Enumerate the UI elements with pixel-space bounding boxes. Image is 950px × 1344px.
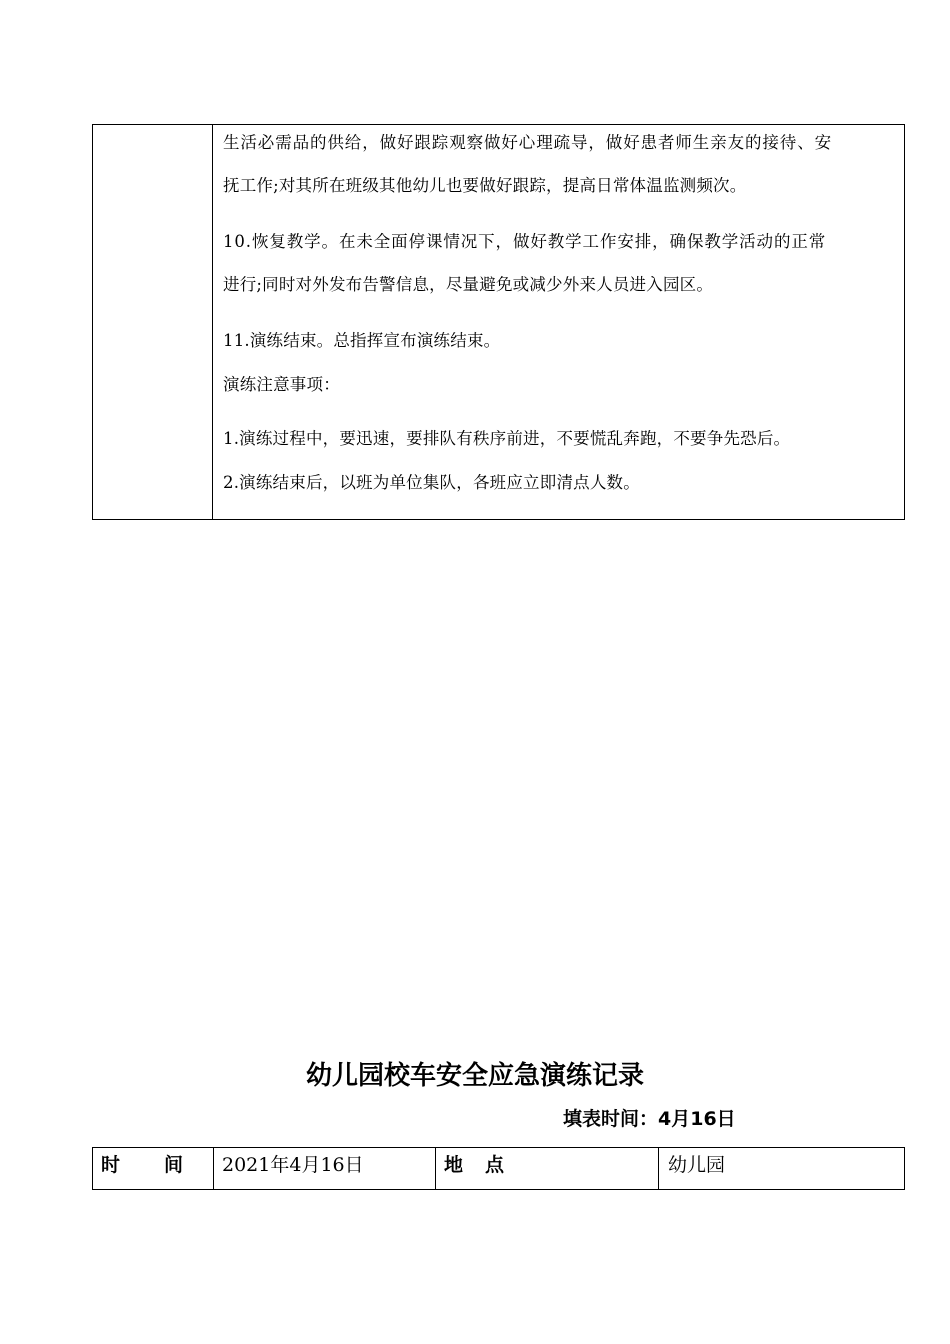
time-label: 时间 [101,1154,228,1176]
content-line: 10.恢复教学。在未全面停课情况下，做好教学工作安排，确保教学活动的正常 [223,232,827,251]
record-info-table [92,1147,905,1190]
place-label: 地点 [444,1154,527,1176]
page-title-text: 幼儿园校车安全应急演练记录 [305,1061,644,1091]
content-line: 11.演练结束。总指挥宣布演练结束。 [223,331,501,350]
content-line: 生活必需品的供给，做好跟踪观察做好心理疏导，做好患者师生亲友的接待、安 [223,133,832,152]
continuation-content-cell [223,125,894,519]
time-label-cell [93,1148,228,1189]
page-title [0,1058,950,1094]
content-line: 进行;同时对外发布告警信息，尽量避免或减少外来人员进入园区。 [223,275,714,294]
continuation-label-cell [93,125,213,519]
continuation-table [92,124,905,520]
place-label-cell [436,1148,659,1189]
content-line: 2.演练结束后，以班为单位集队，各班应立即清点人数。 [223,473,640,492]
content-line: 1.演练过程中，要迅速，要排队有秩序前进，不要慌乱奔跑，不要争先恐后。 [223,429,791,448]
time-value: 2021年4月16日 [222,1154,364,1176]
place-value-cell [659,1148,904,1189]
place-value: 幼儿园 [668,1154,726,1176]
fill-date: 填表时间：4月16日 [563,1108,736,1130]
time-value-cell [214,1148,436,1189]
content-line: 演练注意事项： [223,375,340,394]
content-line: 抚工作;对其所在班级其他幼儿也要做好跟踪，提高日常体温监测频次。 [223,176,747,195]
